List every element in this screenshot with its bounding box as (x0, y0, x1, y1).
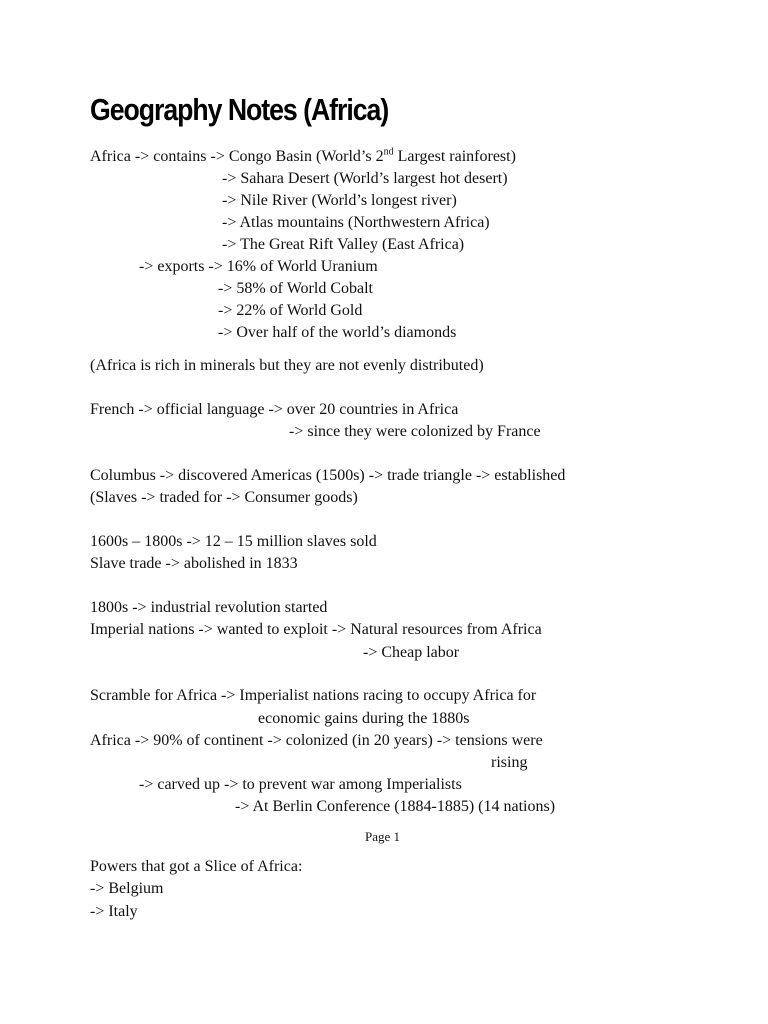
ordinal-superscript: nd (383, 146, 394, 158)
contains-line-1-post: Largest rainforest) (393, 148, 516, 165)
contains-line-5: -> The Great Rift Valley (East Africa) (222, 236, 465, 253)
contains-line-4: -> Atlas mountains (Northwestern Africa) (222, 214, 490, 231)
exports-line-4: -> Over half of the world’s diamonds (218, 324, 457, 341)
page-number: Page 1 (365, 829, 401, 844)
slaves-line-1: 1600s – 1800s -> 12 – 15 million slaves sold (90, 533, 377, 550)
contains-line-2: -> Sahara Desert (World’s largest hot desert) (222, 170, 508, 187)
slaves-line-2: Slave trade -> abolished in 1833 (90, 555, 298, 572)
list-item: -> Italy (90, 903, 138, 920)
list-item: -> Belgium (90, 880, 164, 897)
exports-line-2: -> 58% of World Cobalt (218, 280, 373, 297)
scramble-line-2: economic gains during the 1880s (258, 710, 470, 727)
contains-line-1 (90, 147, 516, 167)
columbus-line-1: Columbus -> discovered Americas (1500s) -> trade triangle -> established (90, 467, 566, 484)
scramble-line-4: rising (491, 754, 528, 771)
industrial-line-3: -> Cheap labor (363, 644, 460, 661)
contains-line-3: -> Nile River (World’s longest river) (222, 192, 457, 209)
scramble-line-3: Africa -> 90% of continent -> colonized (in 20 years) -> tensions were (90, 732, 543, 749)
scramble-line-5: -> carved up -> to prevent war among Imperialists (139, 776, 462, 793)
french-line-2: -> since they were colonized by France (289, 423, 541, 440)
page-title: Geography Notes (Africa) (90, 92, 389, 127)
scramble-line-6: -> At Berlin Conference (1884-1885) (14 nations) (235, 798, 556, 815)
columbus-line-2: (Slaves -> traded for -> Consumer goods) (90, 489, 358, 506)
minerals-note: (Africa is rich in minerals but they are not evenly distributed) (90, 357, 484, 374)
industrial-line-1: 1800s -> industrial revolution started (90, 599, 328, 616)
exports-line-3: -> 22% of World Gold (218, 302, 363, 319)
contains-line-1-pre: Africa -> contains -> Congo Basin (World’s 2 (90, 148, 384, 165)
industrial-line-2: Imperial nations -> wanted to exploit -> Natural resources from Africa (90, 621, 542, 638)
exports-line-1: -> exports -> 16% of World Uranium (139, 258, 378, 275)
french-line-1: French -> official language -> over 20 countries in Africa (90, 401, 459, 418)
scramble-line-1: Scramble for Africa -> Imperialist nations racing to occupy Africa for (90, 687, 537, 704)
powers-heading: Powers that got a Slice of Africa: (90, 858, 303, 875)
